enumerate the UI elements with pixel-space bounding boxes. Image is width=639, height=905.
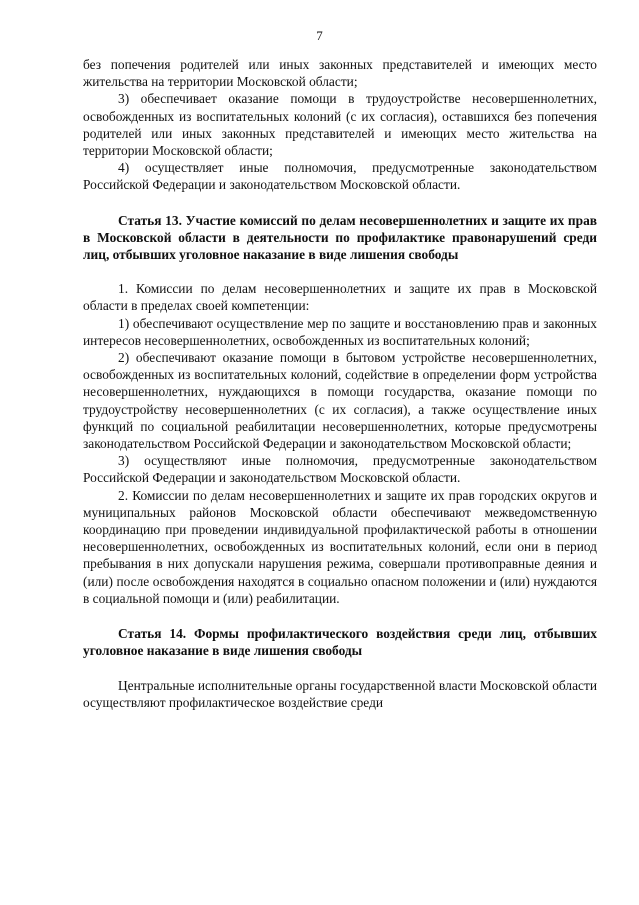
- paragraph-item-4: 4) осуществляет иные полномочия, предусмотренные законодательством Российской Федерации и законодательством Московской области.: [83, 160, 597, 193]
- page-number: 7: [316, 28, 323, 43]
- document-body: [83, 56, 597, 711]
- article-13-item-3: 3) осуществляют иные полномочия, предусмотренные законодательством Российской Федерации и законодательством Московской области.: [83, 453, 597, 486]
- article-13-clause-2: 2. Комиссии по делам несовершеннолетних и защите их прав городских округов и муниципальных районов Московской области обеспечивают межведомственную координацию при проведении индивидуальной профилактической работы в отношении несовершеннолетних, освобожденных из воспитательных колоний, если они в период пребывания в них допускали нарушения режима, совершали противоправные деяния и (или) после освобождения находятся в социально опасном положении и (или) нуждаются в социальной помощи и (или) реабилитации.: [83, 487, 597, 606]
- article-13-item-1: 1) обеспечивают осуществление мер по защите и восстановлению прав и законных интересов несовершеннолетних, освобожденных из воспитательных колоний;: [83, 315, 597, 348]
- article-13-clause-1: 1. Комиссии по делам несовершеннолетних и защите их прав в Московской области в пределах своей компетенции:: [83, 281, 597, 314]
- article-14-heading: Статья 14. Формы профилактического воздействия среди лиц, отбывших уголовное наказание в виде лишения свободы: [83, 626, 597, 659]
- article-13-heading: Статья 13. Участие комиссий по делам несовершеннолетних и защите их прав в Московской области в деятельности по профилактике правонарушений среди лиц, отбывших уголовное наказание в виде лишения свободы: [83, 212, 597, 263]
- paragraph-item-3: 3) обеспечивает оказание помощи в трудоустройстве несовершеннолетних, освобожденных из воспитательных колоний (с их согласия), оставшихся без попечения родителей или иных законных представителей и имеющих место жительства на территории Московской области;: [83, 91, 597, 159]
- paragraph-continuation: без попечения родителей или иных законных представителей и имеющих место жительства на территории Московской области;: [83, 57, 597, 90]
- article-13-item-2: 2) обеспечивают оказание помощи в бытовом устройстве несовершеннолетних, освобожденных из воспитательных колоний, содействие в определении форм устройства несовершеннолетних, нуждающихся в помощи государства, оказание помощи по трудоустройству несовершеннолетних (с их согласия), а также осуществление иных функций по социальной реабилитации несовершеннолетних, которые предусмотрены законодательством Российской Федерации и законодательством Московской области;: [83, 350, 597, 452]
- article-14-text: Центральные исполнительные органы государственной власти Московской области осуществляют профилактическое воздействие среди: [83, 677, 597, 710]
